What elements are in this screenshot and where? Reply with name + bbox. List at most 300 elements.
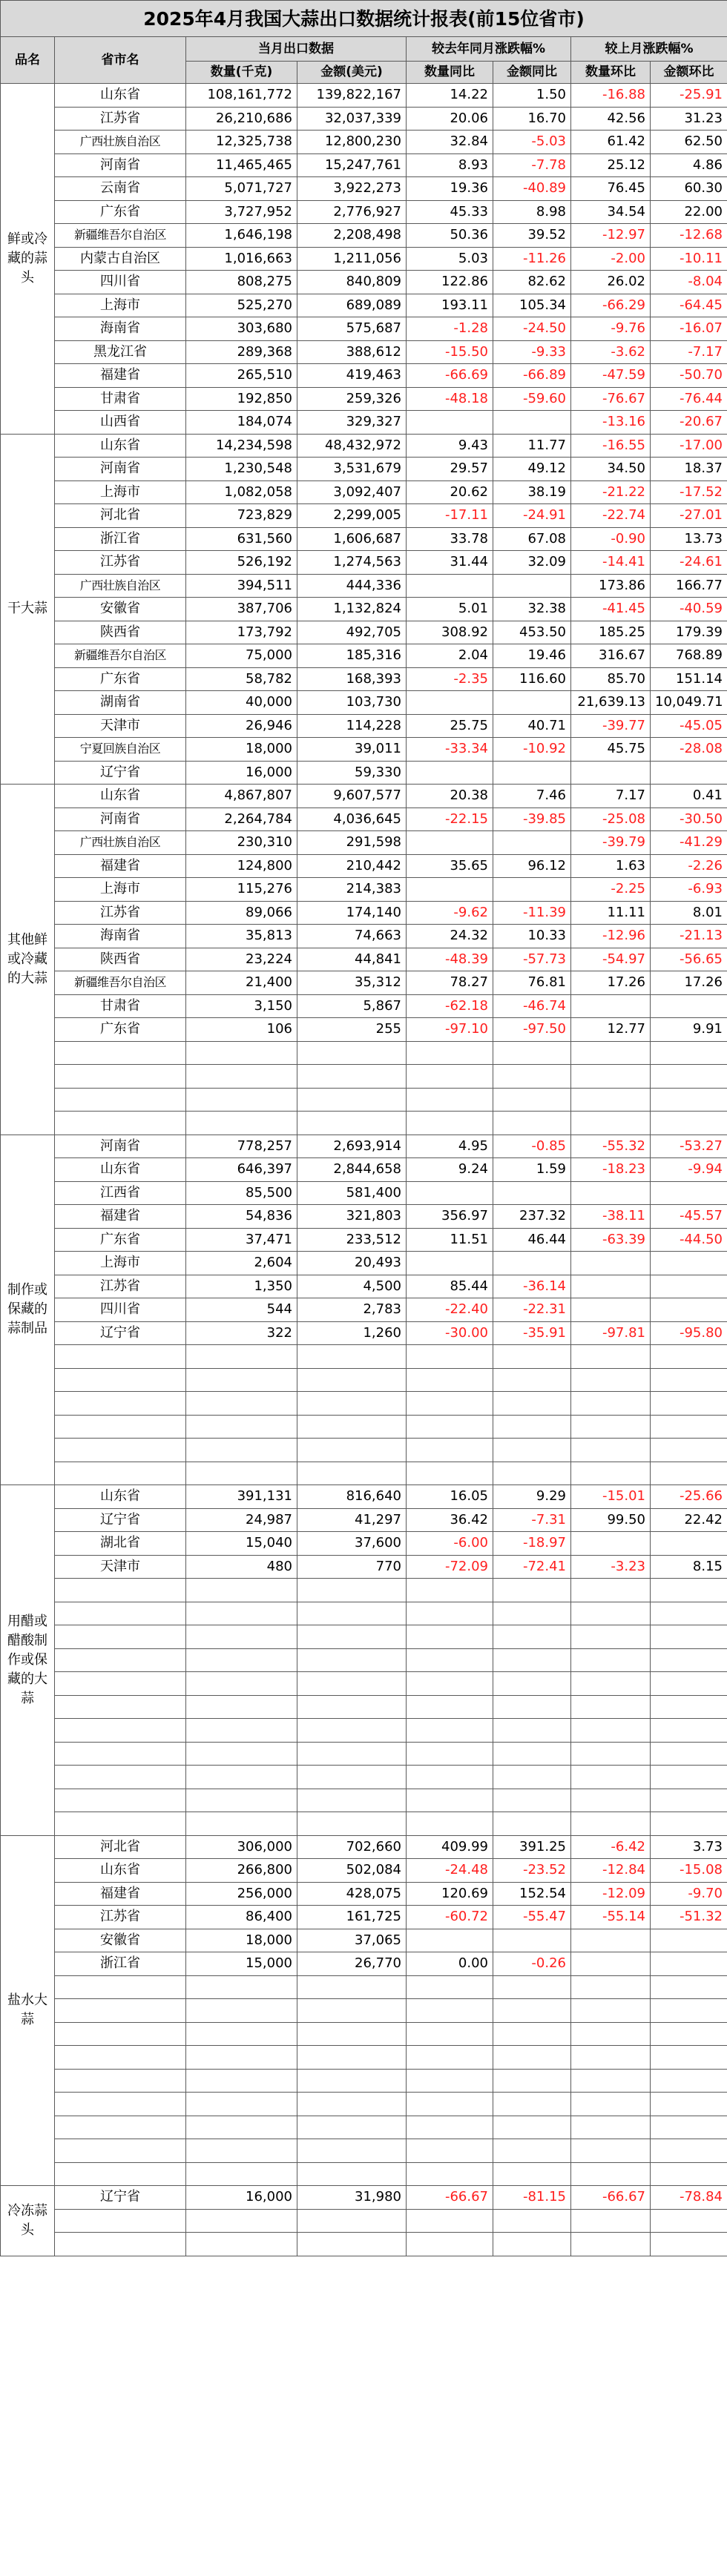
qty-yoy-cell: 5.01 <box>407 598 493 621</box>
amt-yoy-cell: -7.31 <box>493 1508 571 1532</box>
qty-yoy-cell: -66.67 <box>407 2186 493 2210</box>
amount-cell: 74,663 <box>297 925 407 948</box>
table-row <box>1 1602 727 1625</box>
province-cell: 内蒙古自治区 <box>55 247 186 271</box>
qty-mom-cell: 185.25 <box>571 621 651 644</box>
quantity-cell: 54,836 <box>186 1205 297 1229</box>
amount-cell: 185,316 <box>297 644 407 668</box>
quantity-cell <box>186 1579 297 1602</box>
qty-mom-cell: -55.14 <box>571 1906 651 1929</box>
amount-cell: 702,660 <box>297 1835 407 1859</box>
province-cell: 河北省 <box>55 1835 186 1859</box>
province-cell: 上海市 <box>55 294 186 317</box>
province-cell <box>55 1579 186 1602</box>
qty-mom-cell <box>571 2022 651 2046</box>
qty-mom-cell: 11.11 <box>571 901 651 925</box>
amount-cell <box>297 1975 407 1999</box>
quantity-cell: 526,192 <box>186 551 297 575</box>
qty-yoy-cell: 5.03 <box>407 247 493 271</box>
qty-yoy-cell: 20.06 <box>407 107 493 131</box>
amt-yoy-cell: 1.59 <box>493 1158 571 1182</box>
province-cell: 福建省 <box>55 1882 186 1906</box>
amt-yoy-cell <box>493 1999 571 2023</box>
amt-mom-cell: -6.93 <box>651 878 727 902</box>
qty-yoy-cell: 120.69 <box>407 1882 493 1906</box>
table-row <box>1 1999 727 2023</box>
qty-mom-cell: 42.56 <box>571 107 651 131</box>
amt-yoy-cell: 40.71 <box>493 714 571 738</box>
qty-mom-cell <box>571 1625 651 1649</box>
category-cell: 用醋或醋酸制作或保藏的大蒜 <box>1 1485 55 1836</box>
quantity-cell: 646,397 <box>186 1158 297 1182</box>
quantity-cell: 778,257 <box>186 1135 297 1158</box>
quantity-cell: 631,560 <box>186 527 297 551</box>
amt-mom-cell <box>651 1181 727 1205</box>
amount-cell <box>297 1648 407 1672</box>
table-row <box>1 107 727 131</box>
province-cell: 福建省 <box>55 1205 186 1229</box>
qty-yoy-cell: 356.97 <box>407 1205 493 1229</box>
header-amount: 金额(美元) <box>297 62 407 84</box>
qty-mom-cell: -66.29 <box>571 294 651 317</box>
qty-mom-cell: -14.41 <box>571 551 651 575</box>
table-body <box>1 84 727 2256</box>
qty-yoy-cell: 36.42 <box>407 1508 493 1532</box>
province-cell: 四川省 <box>55 271 186 294</box>
category-cell: 鲜或冷藏的蒜头 <box>1 84 55 435</box>
amt-yoy-cell <box>493 2233 571 2256</box>
table-row <box>1 480 727 504</box>
table-row <box>1 1275 727 1298</box>
amt-yoy-cell: 82.62 <box>493 271 571 294</box>
table-row <box>1 1695 727 1719</box>
amt-yoy-cell: 76.81 <box>493 971 571 995</box>
table-row <box>1 294 727 317</box>
province-cell: 宁夏回族自治区 <box>55 738 186 762</box>
table-row <box>1 1415 727 1439</box>
amt-yoy-cell <box>493 1181 571 1205</box>
province-cell: 山东省 <box>55 434 186 458</box>
table-row <box>1 1859 727 1883</box>
amt-yoy-cell <box>493 1742 571 1766</box>
province-cell: 湖南省 <box>55 691 186 715</box>
qty-yoy-cell <box>407 1648 493 1672</box>
amt-mom-cell: 4.86 <box>651 153 727 177</box>
table-row <box>1 200 727 224</box>
quantity-cell: 89,066 <box>186 901 297 925</box>
amount-cell: 2,208,498 <box>297 224 407 248</box>
amount-cell <box>297 1112 407 1135</box>
amt-mom-cell: -78.84 <box>651 2186 727 2210</box>
province-cell <box>55 2139 186 2163</box>
qty-mom-cell: -41.45 <box>571 598 651 621</box>
quantity-cell <box>186 2069 297 2093</box>
amt-yoy-cell <box>493 1088 571 1112</box>
quantity-cell <box>186 2046 297 2070</box>
amt-mom-cell: 0.41 <box>651 785 727 808</box>
table-row <box>1 1112 727 1135</box>
amt-mom-cell: 10,049.71 <box>651 691 727 715</box>
quantity-cell: 306,000 <box>186 1835 297 1859</box>
province-cell: 安徽省 <box>55 1929 186 1952</box>
qty-mom-cell <box>571 2162 651 2186</box>
province-cell <box>55 2233 186 2256</box>
qty-yoy-cell: 122.86 <box>407 271 493 294</box>
qty-yoy-cell: 50.36 <box>407 224 493 248</box>
qty-mom-cell <box>571 2069 651 2093</box>
quantity-cell <box>186 1439 297 1462</box>
amt-mom-cell <box>651 1298 727 1322</box>
qty-mom-cell: 7.17 <box>571 785 651 808</box>
amount-cell: 321,803 <box>297 1205 407 1229</box>
amt-mom-cell <box>651 1672 727 1696</box>
qty-mom-cell: -18.23 <box>571 1158 651 1182</box>
report-title: 2025年4月我国大蒜出口数据统计报表(前15位省市) <box>1 1 727 37</box>
table-row <box>1 1252 727 1275</box>
amt-mom-cell <box>651 1695 727 1719</box>
qty-yoy-cell: 20.62 <box>407 480 493 504</box>
province-cell: 江苏省 <box>55 901 186 925</box>
province-cell: 江苏省 <box>55 107 186 131</box>
qty-mom-cell <box>571 1345 651 1369</box>
table-row <box>1 1135 727 1158</box>
qty-yoy-cell <box>407 1439 493 1462</box>
amt-mom-cell: -9.94 <box>651 1158 727 1182</box>
amt-yoy-cell <box>493 2162 571 2186</box>
province-cell <box>55 1415 186 1439</box>
quantity-cell: 184,074 <box>186 411 297 435</box>
quantity-cell: 289,368 <box>186 340 297 364</box>
table-row <box>1 2116 727 2139</box>
header-category: 品名 <box>1 37 55 84</box>
quantity-cell <box>186 1368 297 1392</box>
amt-yoy-cell: 453.50 <box>493 621 571 644</box>
amt-mom-cell: 179.39 <box>651 621 727 644</box>
table-row <box>1 761 727 785</box>
qty-yoy-cell: 29.57 <box>407 458 493 481</box>
amt-mom-cell: -24.61 <box>651 551 727 575</box>
quantity-cell <box>186 1392 297 1416</box>
table-row <box>1 1579 727 1602</box>
amount-cell: 255 <box>297 1018 407 1042</box>
header-mom: 较上月涨跌幅% <box>571 37 727 62</box>
amt-yoy-cell: -36.14 <box>493 1275 571 1298</box>
quantity-cell: 15,000 <box>186 1952 297 1976</box>
table-row <box>1 1532 727 1556</box>
amt-yoy-cell: -40.89 <box>493 177 571 201</box>
province-cell <box>55 1368 186 1392</box>
table-row <box>1 2046 727 2070</box>
amt-yoy-cell <box>493 1812 571 1836</box>
amt-yoy-cell <box>493 1415 571 1439</box>
amt-yoy-cell: 9.29 <box>493 1485 571 1509</box>
province-cell <box>55 2093 186 2116</box>
amount-cell: 161,725 <box>297 1906 407 1929</box>
amount-cell: 139,822,167 <box>297 84 407 108</box>
amt-mom-cell <box>651 1625 727 1649</box>
qty-mom-cell <box>571 2116 651 2139</box>
qty-mom-cell: 26.02 <box>571 271 651 294</box>
amt-mom-cell <box>651 1462 727 1485</box>
amount-cell <box>297 2093 407 2116</box>
amt-yoy-cell: 46.44 <box>493 1228 571 1252</box>
amt-mom-cell: 31.23 <box>651 107 727 131</box>
amt-mom-cell: -51.32 <box>651 1906 727 1929</box>
province-cell: 广西壮族自治区 <box>55 131 186 154</box>
province-cell: 江苏省 <box>55 1906 186 1929</box>
header-amt-yoy: 金额同比 <box>493 62 571 84</box>
qty-yoy-cell: -17.11 <box>407 504 493 528</box>
table-row <box>1 1508 727 1532</box>
qty-yoy-cell <box>407 1672 493 1696</box>
table-row <box>1 598 727 621</box>
table-row <box>1 224 727 248</box>
province-cell: 河南省 <box>55 808 186 831</box>
amt-yoy-cell: 67.08 <box>493 527 571 551</box>
quantity-cell: 37,471 <box>186 1228 297 1252</box>
amt-mom-cell: -12.68 <box>651 224 727 248</box>
province-cell <box>55 1345 186 1369</box>
amt-yoy-cell <box>493 1695 571 1719</box>
amount-cell: 840,809 <box>297 271 407 294</box>
amount-cell: 3,531,679 <box>297 458 407 481</box>
qty-mom-cell <box>571 1392 651 1416</box>
amt-yoy-cell: -10.92 <box>493 738 571 762</box>
qty-yoy-cell <box>407 1999 493 2023</box>
qty-yoy-cell: 31.44 <box>407 551 493 575</box>
table-row <box>1 247 727 271</box>
qty-yoy-cell: 16.05 <box>407 1485 493 1509</box>
amount-cell: 31,980 <box>297 2186 407 2210</box>
amt-yoy-cell <box>493 2139 571 2163</box>
qty-mom-cell <box>571 1999 651 2023</box>
amt-yoy-cell: -22.31 <box>493 1298 571 1322</box>
quantity-cell <box>186 1345 297 1369</box>
amt-mom-cell <box>651 1345 727 1369</box>
table-row <box>1 1088 727 1112</box>
quantity-cell: 265,510 <box>186 364 297 388</box>
amt-yoy-cell <box>493 2022 571 2046</box>
qty-mom-cell: -55.32 <box>571 1135 651 1158</box>
province-cell: 天津市 <box>55 714 186 738</box>
title-row <box>1 1 727 37</box>
amount-cell <box>297 2069 407 2093</box>
quantity-cell <box>186 1648 297 1672</box>
amt-mom-cell <box>651 1252 727 1275</box>
category-cell: 盐水大蒜 <box>1 1835 55 2186</box>
amt-yoy-cell: -39.85 <box>493 808 571 831</box>
amt-yoy-cell <box>493 1065 571 1089</box>
table-row <box>1 1485 727 1509</box>
qty-mom-cell: -0.90 <box>571 527 651 551</box>
amt-yoy-cell: 19.46 <box>493 644 571 668</box>
qty-mom-cell <box>571 1929 651 1952</box>
table-row <box>1 1181 727 1205</box>
province-cell: 广东省 <box>55 200 186 224</box>
amt-mom-cell: 151.14 <box>651 667 727 691</box>
quantity-cell <box>186 1602 297 1625</box>
amt-yoy-cell: 10.33 <box>493 925 571 948</box>
amt-mom-cell <box>651 1952 727 1976</box>
amt-mom-cell <box>651 2233 727 2256</box>
province-cell <box>55 1672 186 1696</box>
amt-mom-cell: -41.29 <box>651 831 727 855</box>
amt-mom-cell <box>651 1812 727 1836</box>
province-cell: 河南省 <box>55 153 186 177</box>
quantity-cell <box>186 1789 297 1812</box>
qty-mom-cell: -54.97 <box>571 948 651 971</box>
amt-mom-cell <box>651 761 727 785</box>
qty-mom-cell <box>571 1742 651 1766</box>
quantity-cell: 480 <box>186 1555 297 1579</box>
amt-yoy-cell: -18.97 <box>493 1532 571 1556</box>
table-row <box>1 317 727 341</box>
province-cell: 云南省 <box>55 177 186 201</box>
qty-yoy-cell <box>407 1742 493 1766</box>
amt-yoy-cell: 116.60 <box>493 667 571 691</box>
province-cell <box>55 1695 186 1719</box>
table-row <box>1 1648 727 1672</box>
amt-mom-cell: -28.08 <box>651 738 727 762</box>
amount-cell: 210,442 <box>297 854 407 878</box>
table-row <box>1 84 727 108</box>
qty-mom-cell: -47.59 <box>571 364 651 388</box>
amt-mom-cell: 3.73 <box>651 1835 727 1859</box>
category-cell: 冷冻蒜头 <box>1 2186 55 2256</box>
province-cell: 山东省 <box>55 1485 186 1509</box>
qty-mom-cell: -76.67 <box>571 387 651 411</box>
province-cell: 甘肃省 <box>55 994 186 1018</box>
amount-cell: 37,600 <box>297 1532 407 1556</box>
table-row <box>1 854 727 878</box>
quantity-cell <box>186 1999 297 2023</box>
table-row <box>1 177 727 201</box>
qty-mom-cell: -3.62 <box>571 340 651 364</box>
table-row <box>1 1065 727 1089</box>
qty-mom-cell <box>571 1812 651 1836</box>
amt-yoy-cell <box>493 2093 571 2116</box>
table-row <box>1 2186 727 2210</box>
qty-mom-cell: -9.76 <box>571 317 651 341</box>
amount-cell <box>297 2162 407 2186</box>
amount-cell: 2,299,005 <box>297 504 407 528</box>
quantity-cell <box>186 2139 297 2163</box>
amt-yoy-cell: -9.33 <box>493 340 571 364</box>
amt-mom-cell <box>651 1065 727 1089</box>
amt-mom-cell <box>651 1368 727 1392</box>
quantity-cell: 544 <box>186 1298 297 1322</box>
quantity-cell <box>186 1088 297 1112</box>
amt-yoy-cell: -55.47 <box>493 1906 571 1929</box>
quantity-cell: 256,000 <box>186 1882 297 1906</box>
province-cell: 陕西省 <box>55 948 186 971</box>
amt-mom-cell: 166.77 <box>651 574 727 598</box>
qty-yoy-cell <box>407 1625 493 1649</box>
province-cell <box>55 1462 186 1485</box>
qty-mom-cell <box>571 1041 651 1065</box>
table-row <box>1 691 727 715</box>
amount-cell: 1,211,056 <box>297 247 407 271</box>
amt-yoy-cell <box>493 1929 571 1952</box>
table-row <box>1 2209 727 2233</box>
qty-mom-cell: 34.54 <box>571 200 651 224</box>
qty-yoy-cell: -9.62 <box>407 901 493 925</box>
amount-cell: 388,612 <box>297 340 407 364</box>
amt-yoy-cell: 391.25 <box>493 1835 571 1859</box>
amount-cell <box>297 1766 407 1789</box>
qty-mom-cell: 12.77 <box>571 1018 651 1042</box>
quantity-cell: 26,946 <box>186 714 297 738</box>
province-cell: 新疆维吾尔自治区 <box>55 224 186 248</box>
amt-yoy-cell: 38.19 <box>493 480 571 504</box>
quantity-cell: 303,680 <box>186 317 297 341</box>
amt-yoy-cell <box>493 2116 571 2139</box>
amt-yoy-cell: -97.50 <box>493 1018 571 1042</box>
province-cell: 安徽省 <box>55 598 186 621</box>
amt-yoy-cell <box>493 691 571 715</box>
province-cell <box>55 1975 186 1999</box>
header-qty-mom: 数量环比 <box>571 62 651 84</box>
qty-mom-cell: -12.97 <box>571 224 651 248</box>
amt-yoy-cell: 237.32 <box>493 1205 571 1229</box>
qty-mom-cell: -3.23 <box>571 1555 651 1579</box>
amt-mom-cell: -2.26 <box>651 854 727 878</box>
header-yoy: 较去年同月涨跌幅% <box>407 37 571 62</box>
qty-mom-cell <box>571 1766 651 1789</box>
table-row <box>1 1789 727 1812</box>
amount-cell <box>297 1392 407 1416</box>
province-cell <box>55 1999 186 2023</box>
quantity-cell <box>186 1672 297 1696</box>
amt-yoy-cell: -72.41 <box>493 1555 571 1579</box>
amt-yoy-cell <box>493 1345 571 1369</box>
province-cell: 湖北省 <box>55 1532 186 1556</box>
qty-mom-cell <box>571 1439 651 1462</box>
amt-mom-cell <box>651 2069 727 2093</box>
qty-yoy-cell: 85.44 <box>407 1275 493 1298</box>
amt-mom-cell <box>651 1975 727 1999</box>
qty-yoy-cell <box>407 1065 493 1089</box>
quantity-cell <box>186 1766 297 1789</box>
qty-yoy-cell: 8.93 <box>407 153 493 177</box>
amt-yoy-cell: 152.54 <box>493 1882 571 1906</box>
quantity-cell: 85,500 <box>186 1181 297 1205</box>
table-row <box>1 808 727 831</box>
table-row <box>1 621 727 644</box>
amt-yoy-cell: -7.78 <box>493 153 571 177</box>
amt-yoy-cell: -11.26 <box>493 247 571 271</box>
table-row <box>1 738 727 762</box>
qty-yoy-cell: -22.40 <box>407 1298 493 1322</box>
amt-mom-cell: -76.44 <box>651 387 727 411</box>
province-cell: 福建省 <box>55 364 186 388</box>
province-cell <box>55 1041 186 1065</box>
province-cell: 福建省 <box>55 854 186 878</box>
amt-yoy-cell <box>493 1789 571 1812</box>
amt-mom-cell <box>651 1602 727 1625</box>
qty-yoy-cell: 78.27 <box>407 971 493 995</box>
amt-mom-cell: -16.07 <box>651 317 727 341</box>
amt-yoy-cell <box>493 2046 571 2070</box>
table-row <box>1 1439 727 1462</box>
amount-cell: 15,247,761 <box>297 153 407 177</box>
quantity-cell <box>186 1975 297 1999</box>
quantity-cell <box>186 1462 297 1485</box>
quantity-cell <box>186 1719 297 1743</box>
amount-cell: 428,075 <box>297 1882 407 1906</box>
amount-cell: 59,330 <box>297 761 407 785</box>
qty-yoy-cell: -2.35 <box>407 667 493 691</box>
